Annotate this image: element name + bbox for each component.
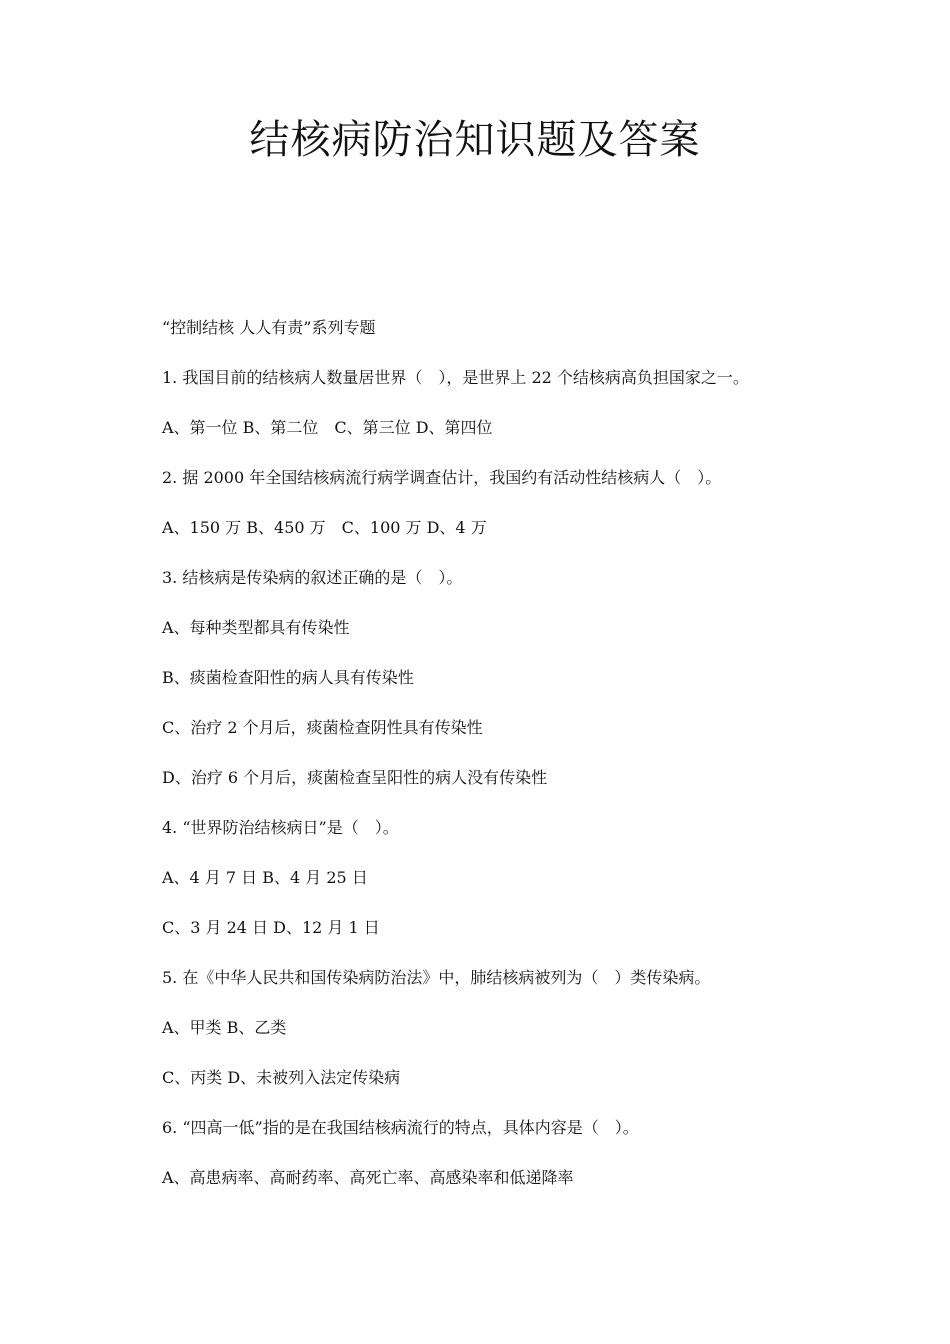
series-subtitle: “控制结核 人人有责”系列专题 [162,318,376,337]
question-5: 5. 在《中华人民共和国传染病防治法》中，肺结核病被列为（ ）类传染病。 [162,968,711,987]
question-3-option-d: D、治疗 6 个月后，痰菌检查呈阳性的病人没有传染性 [162,768,548,787]
question-3: 3. 结核病是传染病的叙述正确的是（ ）。 [162,568,463,587]
question-4: 4. “世界防治结核病日”是（ ）。 [162,818,399,837]
question-1-options: A、第一位 B、第二位 C、第三位 D、第四位 [162,418,493,437]
question-3-option-c: C、治疗 2 个月后，痰菌检查阴性具有传染性 [162,718,483,737]
question-3-option-b: B、痰菌检查阳性的病人具有传染性 [162,668,414,687]
document-title: 结核病防治知识题及答案 [249,117,701,163]
document-body [162,315,862,1215]
question-3-option-a: A、每种类型都具有传染性 [162,618,350,637]
question-6-option-a: A、高患病率、高耐药率、高死亡率、高感染率和低递降率 [162,1168,574,1187]
question-2: 2. 据 2000 年全国结核病流行病学调查估计，我国约有活动性结核病人（ ）。 [162,468,722,487]
question-4-options-cd: C、3 月 24 日 D、12 月 1 日 [162,918,380,937]
question-5-options-cd: C、丙类 D、未被列入法定传染病 [162,1068,401,1087]
question-2-options: A、150 万 B、450 万 C、100 万 D、4 万 [162,518,487,537]
question-1: 1. 我国目前的结核病人数量居世界（ ），是世界上 22 个结核病高负担国家之一。 [162,368,749,387]
question-6: 6. “四高一低”指的是在我国结核病流行的特点，具体内容是（ ）。 [162,1118,639,1137]
question-5-options-ab: A、甲类 B、乙类 [162,1018,287,1037]
question-4-options-ab: A、4 月 7 日 B、4 月 25 日 [162,868,368,887]
